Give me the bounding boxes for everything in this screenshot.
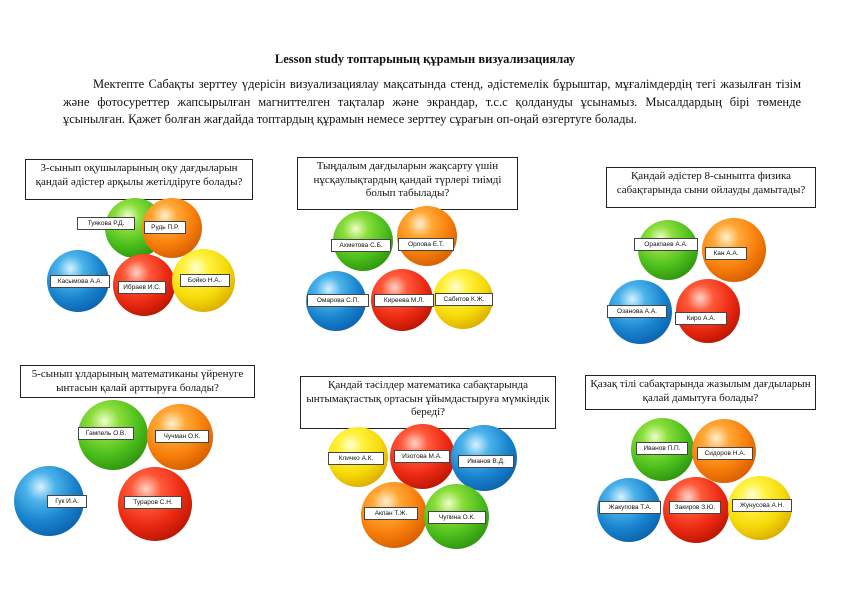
intro-paragraph (63, 76, 801, 129)
member-name-label: Акпан Т.Ж. (364, 507, 418, 520)
research-question-box: 5-сынып ұлдарының математиканы үйренуге ынтасын қалай арттыруға болады? (20, 365, 255, 398)
member-name-label: Озанова А.А. (607, 305, 667, 318)
member-name-label: Иванов П.П. (636, 442, 688, 455)
research-question-box: Тыңдалым дағдыларын жақсарту үшін нұсқаулықтардың қандай түрлері тиімді болып табылады? (297, 157, 518, 210)
member-name-label: Гук И.А. (47, 495, 87, 508)
member-name-label: Ибраев И.С. (118, 281, 166, 294)
research-question-box: Қандай әдістер 8-сыныпта физика сабақтарында сыни ойлауды дамытады? (606, 167, 816, 208)
member-name-label: Сабитов К.Ж. (435, 293, 493, 306)
member-name-label: Тураров С.Н. (124, 496, 182, 509)
research-question-box: Қазақ тілі сабақтарында жазылым дағдыларын қалай дамытуға болады? (585, 375, 816, 410)
member-name-label: Изотова М.А. (394, 450, 450, 463)
member-name-label: Касымова А.А. (50, 275, 110, 288)
member-name-label: Чучман О.К. (155, 430, 209, 443)
member-name-label: Сидоров Н.А. (697, 447, 753, 460)
member-name-label: Оракпаев А.А. (634, 238, 698, 251)
member-name-label: Киреева М.Л. (374, 294, 434, 307)
member-name-label: Ахметова С.Б. (331, 239, 391, 252)
research-question-box: 3-сынып оқушыларының оқу дағдыларын қандай әдістер арқылы жетілдіруге болады? (25, 159, 253, 200)
member-name-label: Закиров З.Ю. (669, 501, 721, 514)
member-name-label: Жакупова Т.А. (599, 501, 661, 514)
member-name-label: Бойко Н.А.. (180, 274, 230, 287)
member-name-label: Киро А.А. (675, 312, 727, 325)
member-name-label: Иманов В.Д. (458, 455, 514, 468)
member-name-label: Кличко А.К. (328, 452, 384, 465)
member-name-label: Туякова Р.Д. (77, 217, 135, 230)
member-name-label: Рудь П.Р. (144, 221, 186, 234)
research-question-box: Қандай тәсілдер математика сабақтарында ынтымақтастық ортасын ұйымдастыруға мүмкіндік береді? (300, 376, 556, 429)
member-name-label: Жунусова А.Н. (732, 499, 792, 512)
member-name-label: Кан А.А. (705, 247, 747, 260)
member-name-label: Омарова С.П. (307, 294, 369, 307)
orange-ball (397, 206, 457, 266)
intro-text: Мектепте Сабақты зерттеу үдерісін визуализациялау мақсатында стенд, әдістемелік бұрыштар, мұғалімдердің тегі жазылған тізім және фотосуреттер жапсырылған магниттелген тақталар және экрандар, т.с.с қолдануды ұсынамыз. Мысалдардың бірі төменде ұсынылған. Қажет болған жағдайда топтардың құрамын немесе зерттеу сұрағын оп-оңай өзгертуге болады. (63, 77, 801, 126)
member-name-label: Орлова Е.Т. (398, 238, 454, 251)
member-name-label: Чупина О.К. (428, 511, 486, 524)
member-name-label: Гампель О.В. (78, 427, 134, 440)
red-ball (676, 279, 740, 343)
document-title: Lesson study топтарының құрамын визуализациялау (274, 52, 576, 66)
